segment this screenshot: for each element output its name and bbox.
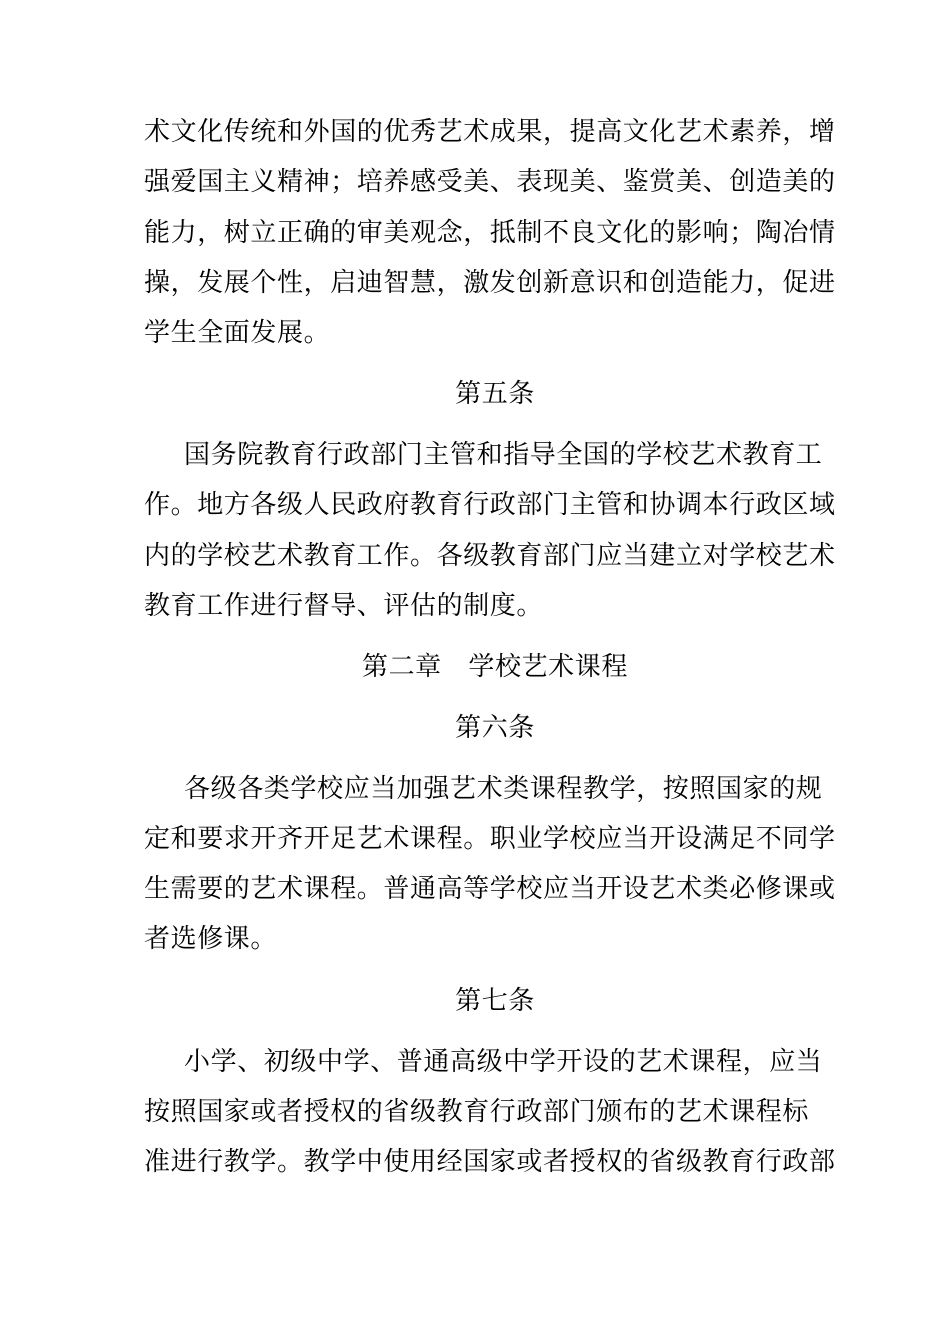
paragraph-line: 各级各类学校应当加强艺术类课程教学，按照国家的规 [184,774,823,804]
paragraph-line: 学生全面发展。 [144,318,331,348]
chapter-heading: 第二章 学校艺术课程 [361,652,628,682]
paragraph-line: 者选修课。 [144,924,278,954]
paragraph-line: 内的学校艺术教育工作。各级教育部门应当建立对学校艺术 [144,541,836,571]
paragraph-line: 定和要求开齐开足艺术课程。职业学校应当开设满足不同学 [144,824,836,854]
paragraph-line: 生需要的艺术课程。普通高等学校应当开设艺术类必修课或 [144,874,836,904]
paragraph-line: 准进行教学。教学中使用经国家或者授权的省级教育行政部 [144,1147,836,1177]
paragraph-line: 操，发展个性，启迪智慧，激发创新意识和创造能力，促进 [144,268,836,298]
paragraph-line: 教育工作进行督导、评估的制度。 [144,591,544,621]
paragraph-line: 按照国家或者授权的省级教育行政部门颁布的艺术课程标 [144,1097,810,1127]
paragraph-line: 能力，树立正确的审美观念，抵制不良文化的影响；陶冶情 [144,218,836,248]
article-heading: 第六条 [455,713,535,743]
paragraph-line: 术文化传统和外国的优秀艺术成果，提高文化艺术素养，增 [144,117,836,147]
paragraph-line: 国务院教育行政部门主管和指导全国的学校艺术教育工 [184,440,823,470]
paragraph-line: 小学、初级中学、普通高级中学开设的艺术课程，应当 [184,1047,823,1077]
article-heading: 第五条 [455,379,535,409]
article-heading: 第七条 [455,986,535,1016]
paragraph-line: 作。地方各级人民政府教育行政部门主管和协调本行政区域 [144,490,836,520]
paragraph-line: 强爱国主义精神；培养感受美、表现美、鉴赏美、创造美的 [144,167,836,197]
